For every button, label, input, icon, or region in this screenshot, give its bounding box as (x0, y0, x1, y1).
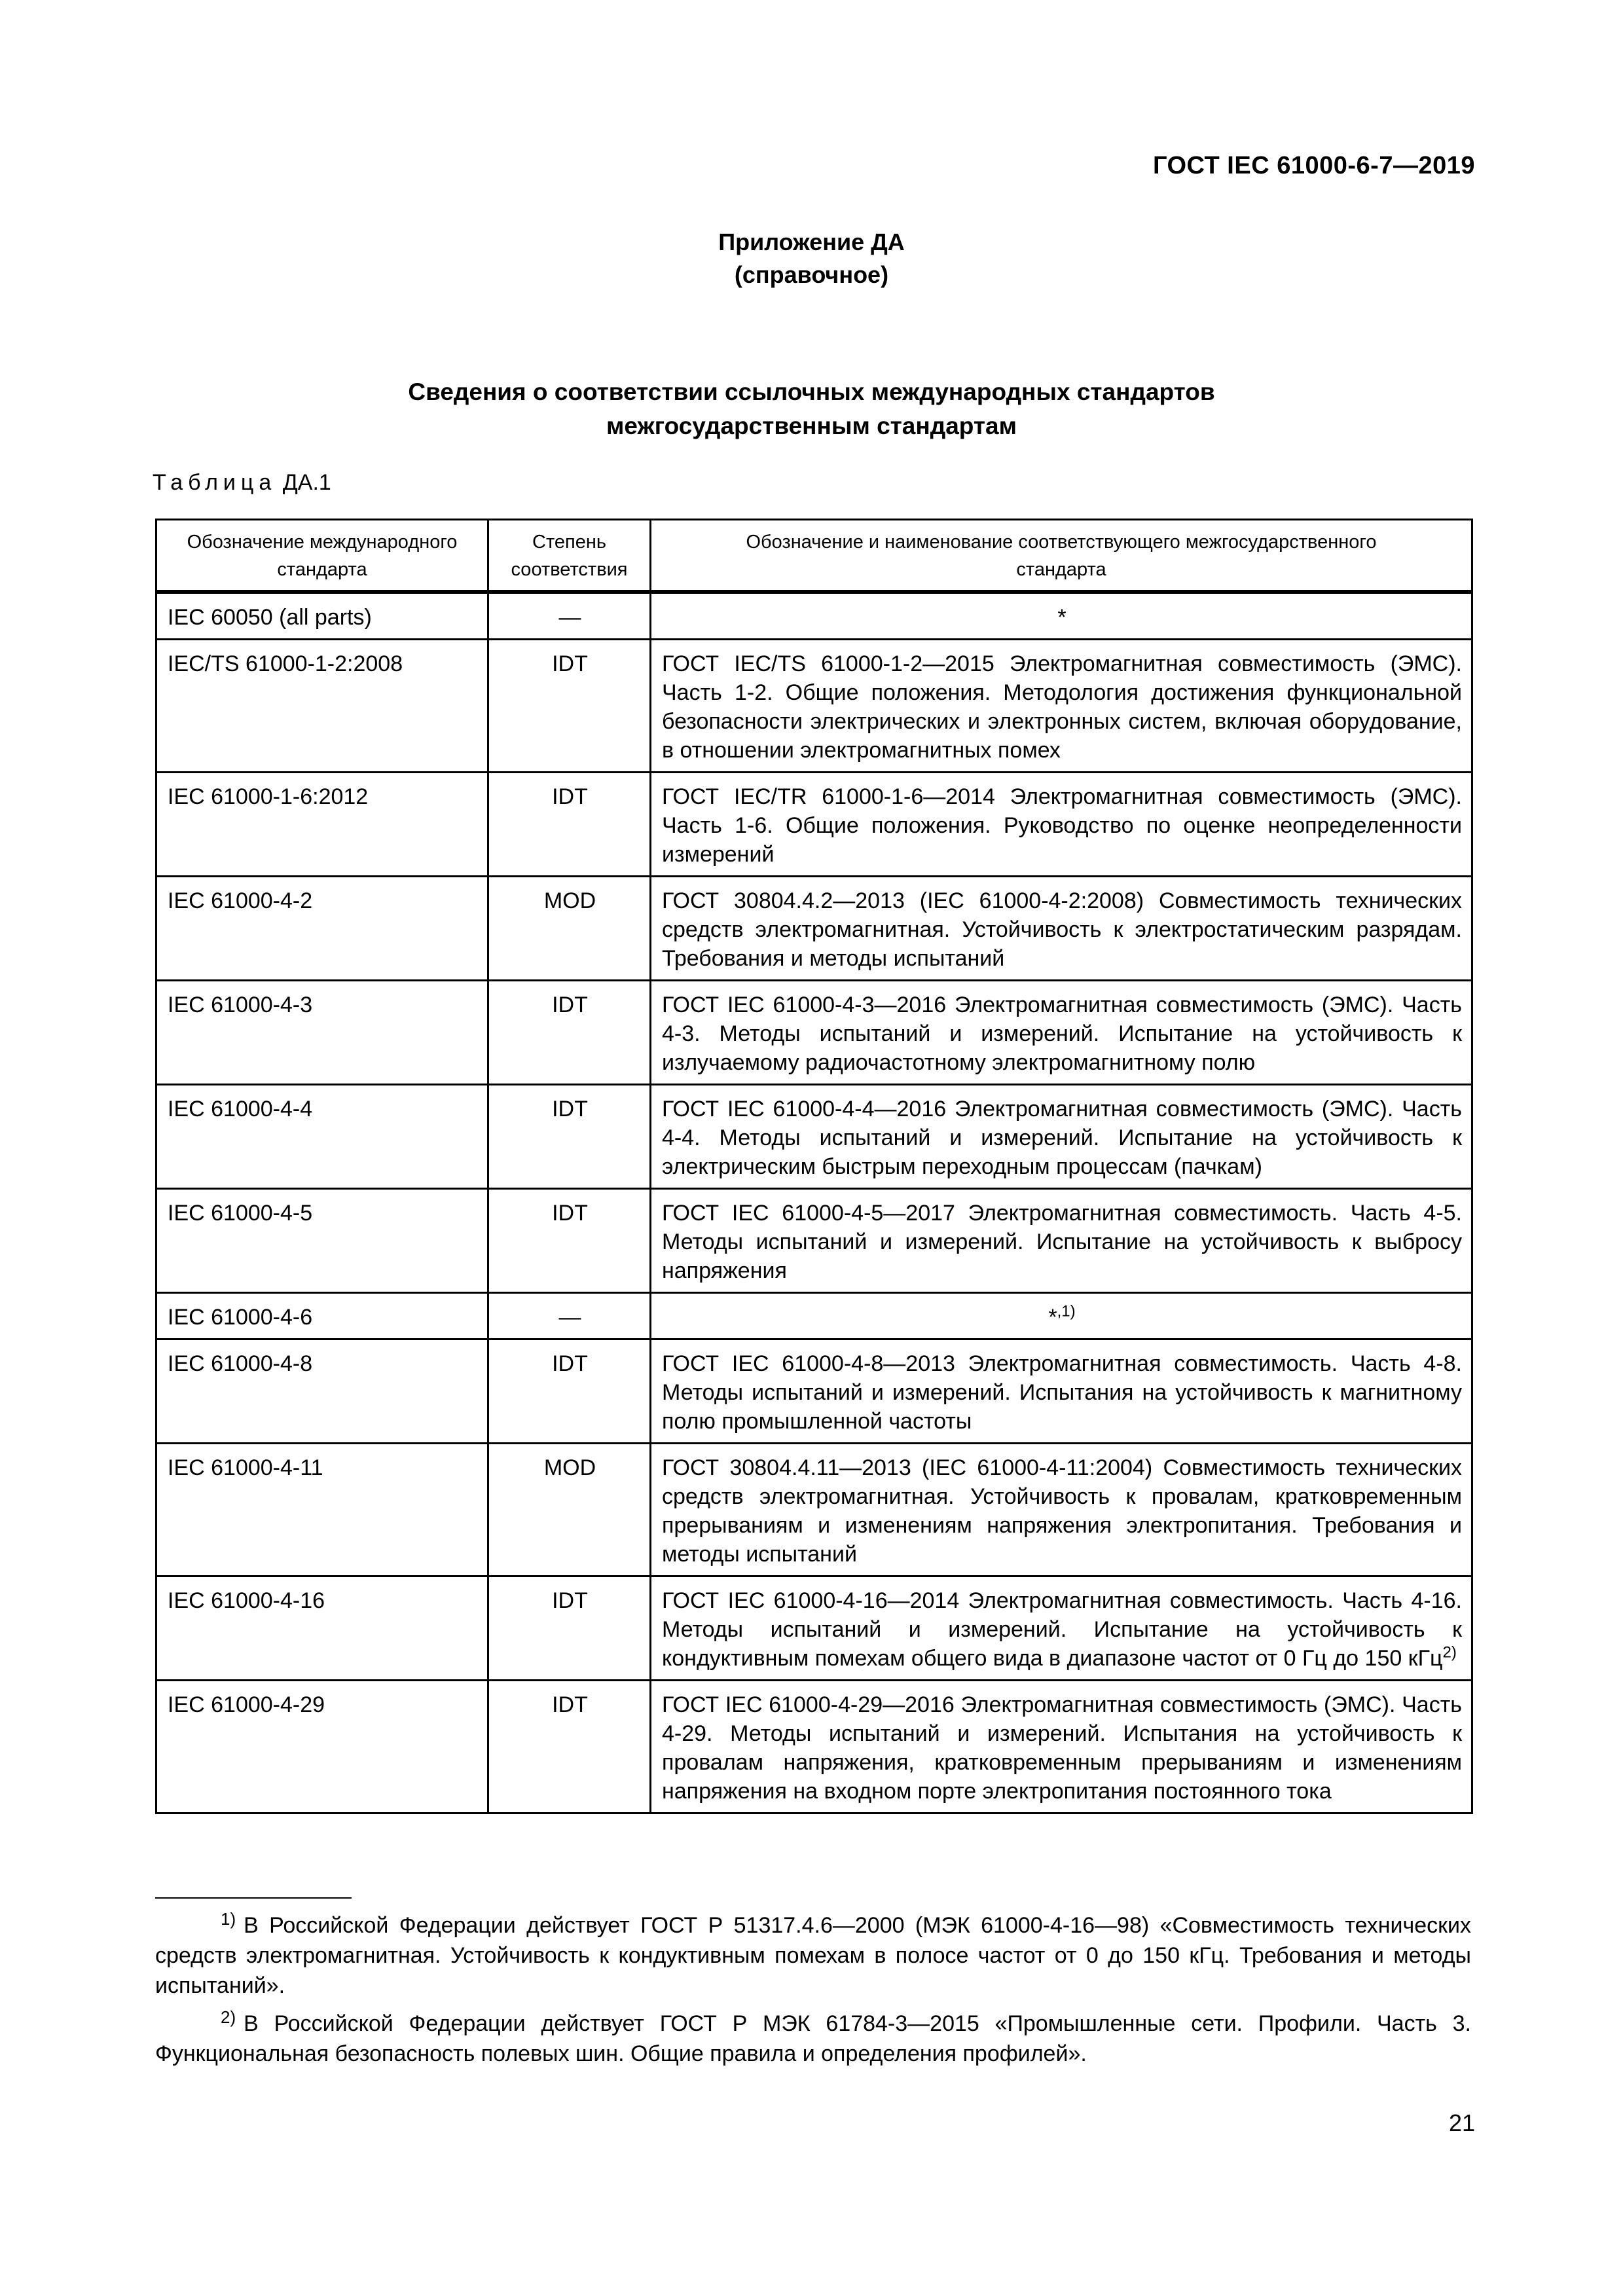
table-row (156, 981, 1472, 1085)
footnote-2-text: В Российской Федерации действует ГОСТ Р МЭК 61784-3—2015 «Промышленные сети. Профили. Часть 3. Функциональная безопасность полевых шин. Общие правила и определения профилей». (155, 2011, 1471, 2066)
footnote-ref-1: ,1) (1057, 1302, 1076, 1321)
table-caption-number: ДА.1 (282, 470, 331, 495)
cell-name: ГОСТ IEC 61000-4-5—2017 Электромагнитная совместимость. Часть 4-5. Методы испытаний и измерений. Испытание на устойчивость к выбросу напряжения (651, 1189, 1472, 1293)
cell-name: * (651, 592, 1472, 640)
standards-table (155, 519, 1473, 1814)
cell-standard: IEC 61000-4-8 (156, 1339, 488, 1444)
header-interstate-standard: Обозначение и наименование соответствующего межгосударственного стандарта (651, 520, 1472, 592)
cell-degree: IDT (488, 1576, 651, 1681)
table-row (156, 1293, 1472, 1339)
cell-degree: IDT (488, 1189, 651, 1293)
footnote-2-mark: 2) (221, 2007, 236, 2027)
cell-degree: — (488, 1293, 651, 1339)
footnote-1 (155, 1910, 1471, 2001)
cell-standard: IEC 61000-4-5 (156, 1189, 488, 1293)
table-row (156, 640, 1472, 773)
cell-name (651, 1576, 1472, 1681)
footnotes (155, 1910, 1471, 2077)
cell-name: ГОСТ IEC 61000-4-8—2013 Электромагнитная совместимость. Часть 4-8. Методы испытаний и измерений. Испытания на устойчивость к магнитному полю промышленной частоты (651, 1339, 1472, 1444)
cell-name: ГОСТ IEC/TR 61000-1-6—2014 Электромагнитная совместимость (ЭМС). Часть 1-6. Общие положения. Руководство по оценке неопределенности измерений (651, 773, 1472, 877)
cell-standard: IEC/TS 61000-1-2:2008 (156, 640, 488, 773)
cell-standard: IEC 61000-4-2 (156, 877, 488, 981)
cell-degree: IDT (488, 1681, 651, 1813)
table-row (156, 1189, 1472, 1293)
annex-kind: (справочное) (734, 261, 889, 288)
table-row (156, 1085, 1472, 1189)
footnote-1-mark: 1) (221, 1908, 236, 1929)
cell-standard: IEC 61000-4-29 (156, 1681, 488, 1813)
cell-degree: IDT (488, 773, 651, 877)
footnote-1-text: В Российской Федерации действует ГОСТ Р 51317.4.6—2000 (МЭК 61000-4-16—98) «Совместимость технических средств электромагнитная. Устойчивость к кондуктивным помехам в полосе частот от 0 до 150 кГц. Требования и методы испытаний». (155, 1913, 1471, 1998)
table-row (156, 1681, 1472, 1813)
cell-name: ГОСТ 30804.4.2—2013 (IEC 61000-4-2:2008) Совместимость технических средств электромагнитная. Устойчивость к электростатическим разрядам. Требования и методы испытаний (651, 877, 1472, 981)
table-row (156, 1576, 1472, 1681)
cell-degree: IDT (488, 640, 651, 773)
cell-standard: IEC 61000-4-16 (156, 1576, 488, 1681)
page-number: 21 (1448, 2109, 1475, 2136)
cell-degree: IDT (488, 1339, 651, 1444)
cell-name: ГОСТ IEC 61000-4-3—2016 Электромагнитная совместимость (ЭМС). Часть 4-3. Методы испытаний и измерений. Испытание на устойчивость к излучаемому радиочастотному электромагнитному полю (651, 981, 1472, 1085)
table-caption (153, 470, 331, 496)
cell-name: ГОСТ IEC 61000-4-4—2016 Электромагнитная совместимость (ЭМС). Часть 4-4. Методы испытаний и измерений. Испытание на устойчивость к электрическим быстрым переходным процессам (пачкам) (651, 1085, 1472, 1189)
table-header-row (156, 520, 1472, 592)
table-row (156, 877, 1472, 981)
table-row (156, 1444, 1472, 1576)
footnote-separator (155, 1897, 352, 1899)
header-degree: Степень соответствия (488, 520, 651, 592)
cell-standard: IEC 61000-4-4 (156, 1085, 488, 1189)
table-caption-prefix: Таблица (153, 470, 277, 495)
cell-degree: MOD (488, 877, 651, 981)
cell-standard: IEC 61000-4-3 (156, 981, 488, 1085)
star-mark: * (1048, 1305, 1057, 1330)
table-row (156, 592, 1472, 640)
cell-name: ГОСТ IEC/TS 61000-1-2—2015 Электромагнитная совместимость (ЭМС). Часть 1-2. Общие положения. Методология достижения функциональной безопасности электрических и электронных систем, включая оборудование, в отношении электромагнитных помех (651, 640, 1472, 773)
cell-degree: MOD (488, 1444, 651, 1576)
document-code: ГОСТ IEC 61000-6-7—2019 (1152, 152, 1475, 179)
cell-standard: IEC 61000-4-6 (156, 1293, 488, 1339)
heading-line-2: межгосударственным стандартам (606, 412, 1017, 439)
cell-name: ГОСТ IEC 61000-4-29—2016 Электромагнитная совместимость (ЭМС). Часть 4-29. Методы испытаний и измерений. Испытания на устойчивость к провалам напряжения, кратковременным прерываниям и изменениям напряжения на входном порте электропитания постоянного тока (651, 1681, 1472, 1813)
cell-standard: IEC 61000-4-11 (156, 1444, 488, 1576)
header-international-standard: Обозначение международного стандарта (156, 520, 488, 592)
annex-label: Приложение ДА (718, 228, 905, 255)
annex-title (0, 226, 1623, 291)
section-heading (0, 375, 1623, 443)
table-row (156, 773, 1472, 877)
cell-name (651, 1293, 1472, 1339)
cell-degree: — (488, 592, 651, 640)
cell-name: ГОСТ 30804.4.11—2013 (IEC 61000-4-11:2004) Совместимость технических средств электромагнитная. Устойчивость к провалам, кратковременным прерываниям и изменениям напряжения электропитания. Требования и методы испытаний (651, 1444, 1472, 1576)
cell-name-text: ГОСТ IEC 61000-4-16—2014 Электромагнитная совместимость. Часть 4-16. Методы испытаний и измерений. Испытание на устойчивость к кондуктивным помехам общего вида в диапазоне частот от 0 Гц до 150 кГц (662, 1588, 1462, 1671)
table-row (156, 1339, 1472, 1444)
cell-standard: IEC 60050 (all parts) (156, 592, 488, 640)
cell-degree: IDT (488, 981, 651, 1085)
cell-standard: IEC 61000-1-6:2012 (156, 773, 488, 877)
footnote-ref-2: 2) (1442, 1643, 1457, 1662)
heading-line-1: Сведения о соответствии ссылочных международных стандартов (408, 378, 1215, 405)
cell-degree: IDT (488, 1085, 651, 1189)
footnote-2 (155, 2009, 1471, 2069)
